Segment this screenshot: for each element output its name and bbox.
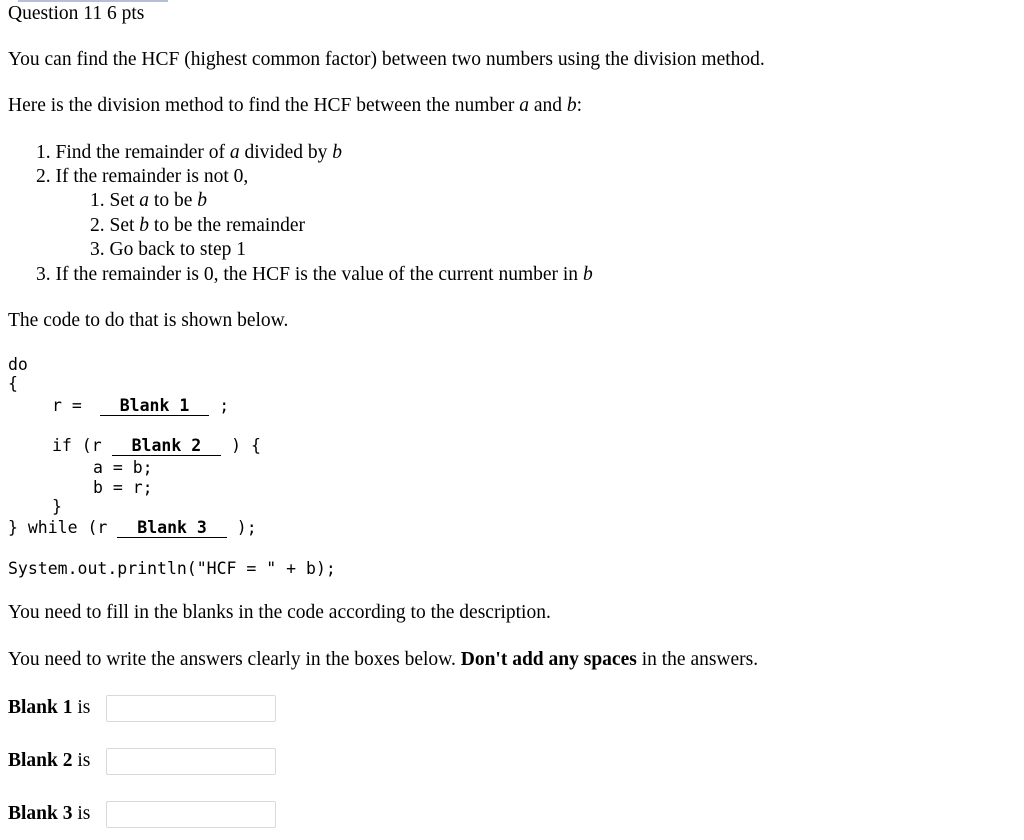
- var-b: b: [566, 95, 577, 116]
- answer-label-suffix: is: [72, 803, 91, 824]
- code-blank-1: Blank 1: [100, 396, 210, 416]
- var-a: a: [139, 190, 150, 211]
- write-instruction-prefix: You need to write the answers clearly in the boxes below.: [8, 649, 461, 670]
- step-text: Find the remainder of: [55, 142, 230, 163]
- step-text-mid: divided by: [239, 142, 333, 163]
- code-if-prefix: if (r: [52, 436, 112, 455]
- step-text: If the remainder is 0, the HCF is the value of the current number in: [55, 264, 583, 285]
- blank-1-input[interactable]: [106, 695, 276, 722]
- code-while-line: [8, 518, 257, 538]
- answer-label-suffix: is: [72, 697, 91, 718]
- method-intro-mid: and: [529, 95, 567, 116]
- code-r-assign-line: [52, 396, 229, 416]
- question-title: Question 11: [8, 3, 103, 24]
- question-header: [8, 3, 144, 25]
- var-b: b: [582, 264, 593, 285]
- substep-1: [90, 190, 207, 212]
- answer-label-suffix: is: [72, 750, 91, 771]
- substep-number: 2.: [90, 215, 105, 236]
- intro-text: You can find the HCF (highest common factor) between two numbers using the division method.: [8, 49, 765, 70]
- step-text: If the remainder is not 0,: [55, 166, 249, 187]
- var-b: b: [197, 190, 207, 211]
- write-instruction-bold: Don't add any spaces: [460, 649, 637, 670]
- substep-text-mid: to be: [149, 190, 198, 211]
- write-instruction-suffix: in the answers.: [636, 649, 759, 670]
- code-blank-2: Blank 2: [112, 436, 222, 456]
- code-intro: The code to do that is shown below.: [8, 310, 289, 331]
- code-if-suffix: ) {: [221, 436, 261, 455]
- answer-label-2: [8, 750, 90, 772]
- fill-instruction: You need to fill in the blanks in the code according to the description.: [8, 602, 551, 623]
- code-semicolon: ;: [209, 396, 230, 415]
- blank-2-input[interactable]: [106, 748, 276, 775]
- code-if-line: [52, 436, 261, 456]
- var-a: a: [519, 95, 529, 116]
- step-number: 2.: [36, 166, 51, 187]
- substep-number: 1.: [90, 190, 105, 211]
- answer-label-1: [8, 697, 90, 719]
- step-1: [36, 142, 342, 164]
- question-points: 6 pts: [106, 3, 145, 24]
- code-while-prefix: } while (r: [8, 518, 118, 537]
- method-intro: [8, 95, 582, 117]
- substep-2: [90, 215, 305, 237]
- code-a-assign: a = b;: [93, 458, 153, 477]
- var-b: b: [139, 215, 150, 236]
- code-b-assign: b = r;: [93, 478, 153, 497]
- var-b: b: [332, 142, 342, 163]
- substep-3: [90, 239, 246, 261]
- step-2: [36, 166, 248, 188]
- substep-text: Go back to step 1: [109, 239, 246, 260]
- code-do: do: [8, 355, 28, 374]
- answer-label-bold: Blank 1: [8, 697, 73, 718]
- code-close-if: }: [52, 497, 62, 516]
- step-number: 3.: [36, 264, 51, 285]
- answer-label-3: [8, 803, 90, 825]
- method-intro-prefix: Here is the division method to find the HCF between the number: [8, 95, 520, 116]
- substep-text: Set: [109, 215, 140, 236]
- substep-number: 3.: [90, 239, 105, 260]
- header-divider: [18, 0, 168, 2]
- answer-label-bold: Blank 3: [8, 803, 73, 824]
- code-while-suffix: );: [226, 518, 257, 537]
- code-blank-3: Blank 3: [117, 518, 227, 538]
- step-number: 1.: [36, 142, 51, 163]
- code-r-assign: r =: [52, 396, 92, 415]
- blank-3-input[interactable]: [106, 801, 276, 828]
- substep-text-rest: to be the remainder: [149, 215, 305, 236]
- substep-text: Set: [109, 190, 140, 211]
- method-intro-suffix: :: [576, 95, 583, 116]
- write-instruction: [8, 649, 758, 671]
- code-open-brace: {: [8, 374, 18, 393]
- var-a: a: [229, 142, 240, 163]
- code-println: System.out.println("HCF = " + b);: [8, 559, 336, 578]
- step-3: [36, 264, 593, 286]
- answer-label-bold: Blank 2: [8, 750, 73, 771]
